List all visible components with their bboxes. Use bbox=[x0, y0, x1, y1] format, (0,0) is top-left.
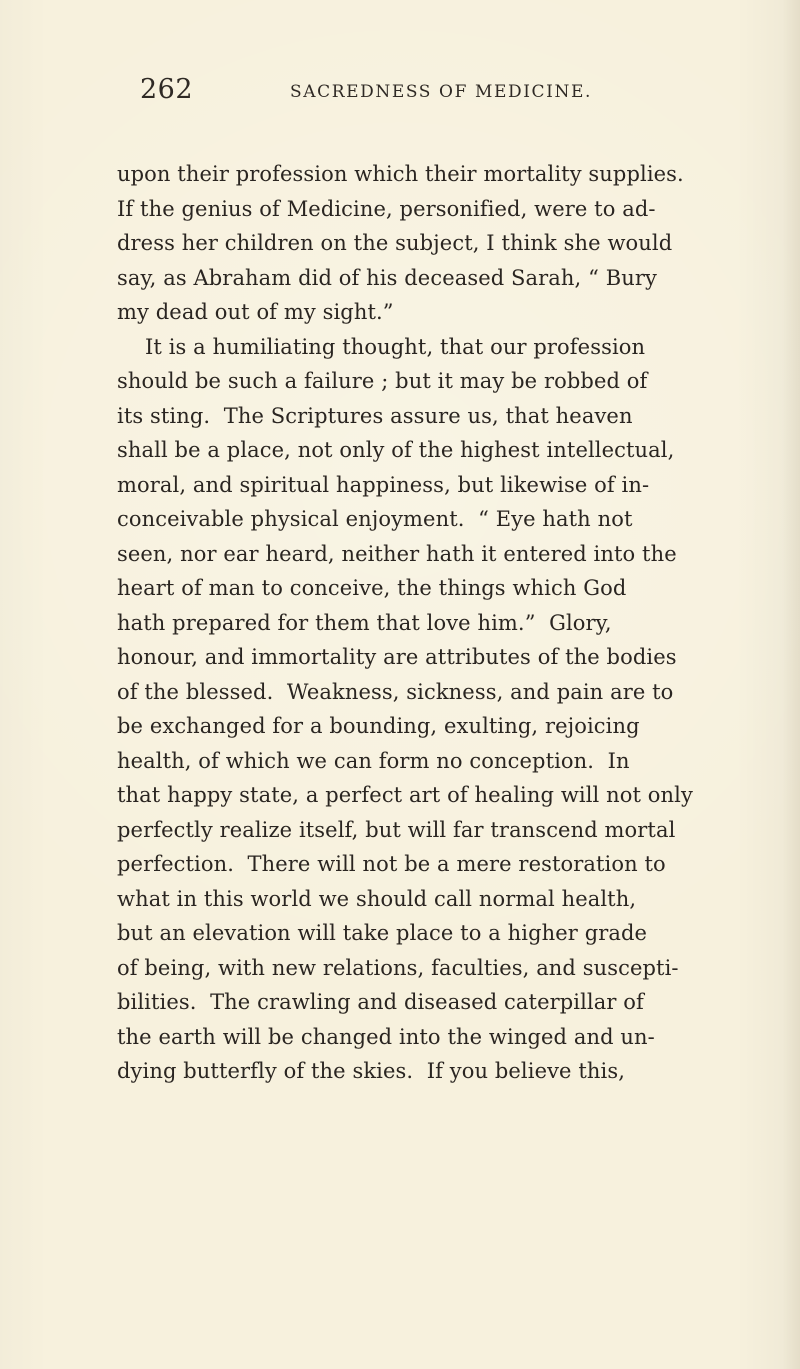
text-line: perfection. There will not be a mere restoration to bbox=[117, 852, 666, 876]
running-head: SACREDNESS OF MEDICINE. bbox=[290, 82, 592, 102]
text-line: perfectly realize itself, but will far transcend mortal bbox=[117, 817, 676, 842]
body-text bbox=[117, 157, 787, 1089]
text-line: my dead out of my sight.” bbox=[117, 300, 394, 324]
text-line: what in this world we should call normal health, bbox=[117, 886, 637, 911]
page-number: 262 bbox=[140, 74, 194, 105]
text-line: seen, nor ear heard, neither hath it entered into the bbox=[117, 541, 677, 566]
text-line: dress her children on the subject, I think she would bbox=[117, 231, 673, 255]
text-line: shall be a place, not only of the highest intellectual, bbox=[117, 438, 675, 462]
text-line: of being, with new relations, faculties, and suscepti- bbox=[117, 955, 679, 980]
text-line: but an elevation will take place to a higher grade bbox=[117, 921, 648, 945]
text-line: health, of which we can form no conception. In bbox=[117, 748, 630, 773]
text-line: its sting. The Scriptures assure us, that heaven bbox=[117, 403, 633, 428]
text-line: If the genius of Medicine, personified, were to ad- bbox=[117, 196, 656, 221]
text-line: honour, and immortality are attributes of the bodies bbox=[117, 645, 677, 669]
text-line: bilities. The crawling and diseased caterpillar of bbox=[117, 990, 644, 1014]
text-line: the earth will be changed into the winged and un- bbox=[117, 1024, 655, 1049]
text-line: that happy state, a perfect art of healing will not only bbox=[117, 783, 693, 807]
text-line: It is a humiliating thought, that our profession bbox=[145, 334, 646, 359]
page-header bbox=[140, 76, 660, 116]
text-line: hath prepared for them that love him.” Glory, bbox=[117, 610, 612, 635]
text-line: of the blessed. Weakness, sickness, and pain are to bbox=[117, 679, 674, 704]
text-line: dying butterfly of the skies. If you believe this, bbox=[117, 1059, 625, 1083]
text-line: upon their profession which their mortality supplies. bbox=[117, 162, 684, 186]
text-line: conceivable physical enjoyment. “ Eye hath not bbox=[117, 507, 633, 531]
text-line: should be such a failure ; but it may be robbed of bbox=[117, 369, 648, 393]
text-line: be exchanged for a bounding, exulting, rejoicing bbox=[117, 714, 640, 738]
text-line: moral, and spiritual happiness, but likewise of in- bbox=[117, 472, 650, 497]
text-line: say, as Abraham did of his deceased Sarah, “ Bury bbox=[117, 265, 657, 290]
text-line: heart of man to conceive, the things which God bbox=[117, 576, 627, 600]
